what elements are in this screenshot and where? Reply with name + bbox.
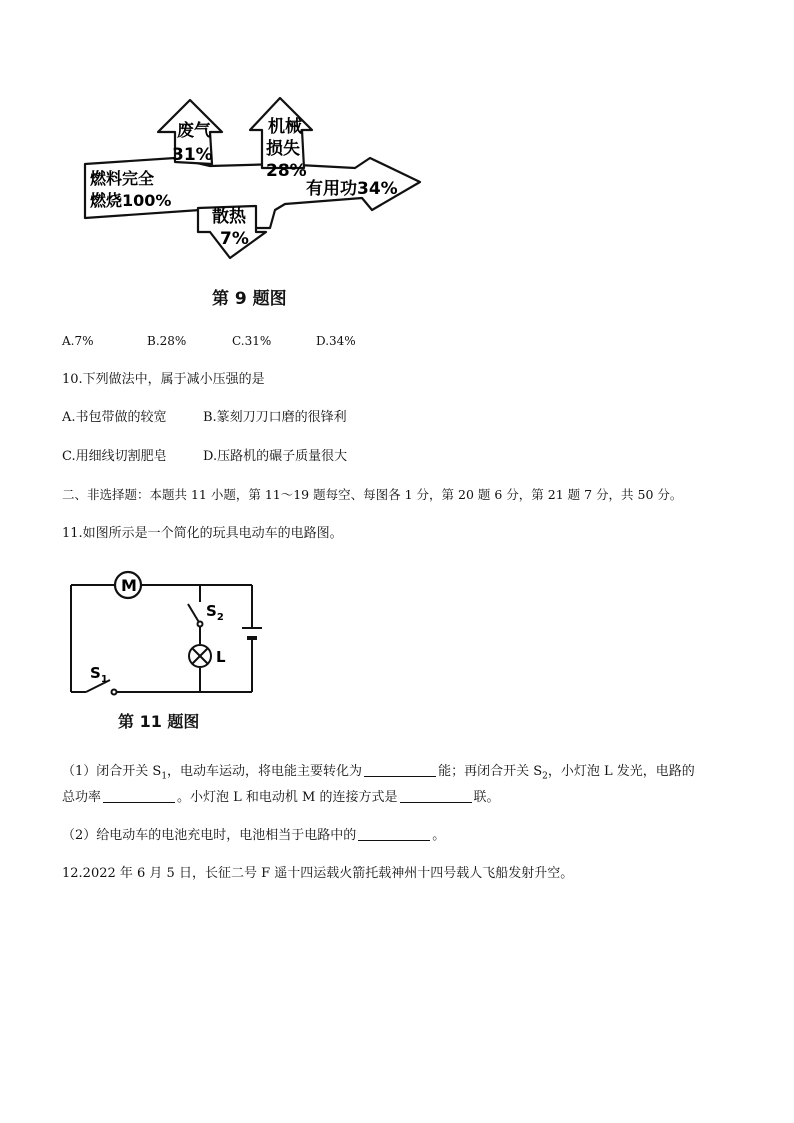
circuit-diagram xyxy=(66,568,276,700)
answer-blank-1[interactable] xyxy=(364,762,436,777)
mech-loss-label-2: 损失 xyxy=(266,139,300,159)
q9-option-a: A.7% xyxy=(62,334,94,348)
heat-percent: 7% xyxy=(220,229,249,249)
heat-label: 散热 xyxy=(212,207,246,227)
q11-part1-line1: （1）闭合开关 $S_1$，电动车运动，将电能主要转化为 能；再闭合开关 $S_2$，小灯泡 L 发光，电路的 xyxy=(62,764,695,782)
mech-loss-percent: 28% xyxy=(266,161,307,181)
lamp-symbol xyxy=(189,645,211,667)
waste-gas-percent: 31% xyxy=(172,145,213,165)
q10-option-b: B.篆刻刀刀口磨的很锋利 xyxy=(203,410,347,425)
energy-flow-diagram xyxy=(80,92,425,262)
q12-stem: 12.2022 年 6 月 5 日，长征二号 F 遥十四运载火箭托载神州十四号载人飞船发射升空。 xyxy=(62,866,574,881)
q9-option-d: D.34% xyxy=(316,334,356,348)
q11-part2: （2）给电动车的电池充电时，电池相当于电路中的 。 xyxy=(62,828,446,843)
answer-blank-2[interactable] xyxy=(103,788,175,803)
section2-header: 二、非选择题：本题共 11 小题，第 11～19 题每空、每图各 1 分，第 20 题 6 分，第 21 题 7 分，共 50 分。 xyxy=(62,487,683,502)
waste-gas-label: 废气 xyxy=(177,121,211,141)
lamp-label: L xyxy=(216,648,226,666)
q10-option-c: C.用细线切割肥皂 xyxy=(62,449,167,464)
switch-s2-label: $S_2$ xyxy=(206,602,224,623)
q10-stem: 10.下列做法中，属于减小压强的是 xyxy=(62,372,265,387)
q11-part1-line2: 总功率 。小灯泡 L 和电动机 M 的连接方式是 联。 xyxy=(62,790,500,805)
q10-option-d: D.压路机的碾子质量很大 xyxy=(203,449,348,464)
fuel-label-2: 燃烧100% xyxy=(90,191,172,210)
fuel-label-1: 燃料完全 xyxy=(90,169,155,188)
answer-blank-4[interactable] xyxy=(358,826,430,841)
mech-loss-label-1: 机械 xyxy=(268,117,302,137)
q9-option-c: C.31% xyxy=(232,334,272,348)
q9-option-b: B.28% xyxy=(147,334,187,348)
figure9-caption: 第 9 题图 xyxy=(212,289,287,309)
useful-work-label: 有用功34% xyxy=(306,179,398,199)
figure11-caption: 第 11 题图 xyxy=(118,712,200,731)
answer-blank-3[interactable] xyxy=(400,788,472,803)
q11-stem: 11.如图所示是一个简化的玩具电动车的电路图。 xyxy=(62,526,343,541)
q10-option-a: A.书包带做的较宽 xyxy=(62,410,167,425)
switch-s1-label: $S_1$ xyxy=(90,664,108,685)
switch-s2-symbol xyxy=(188,604,203,627)
motor-label: M xyxy=(121,576,137,595)
